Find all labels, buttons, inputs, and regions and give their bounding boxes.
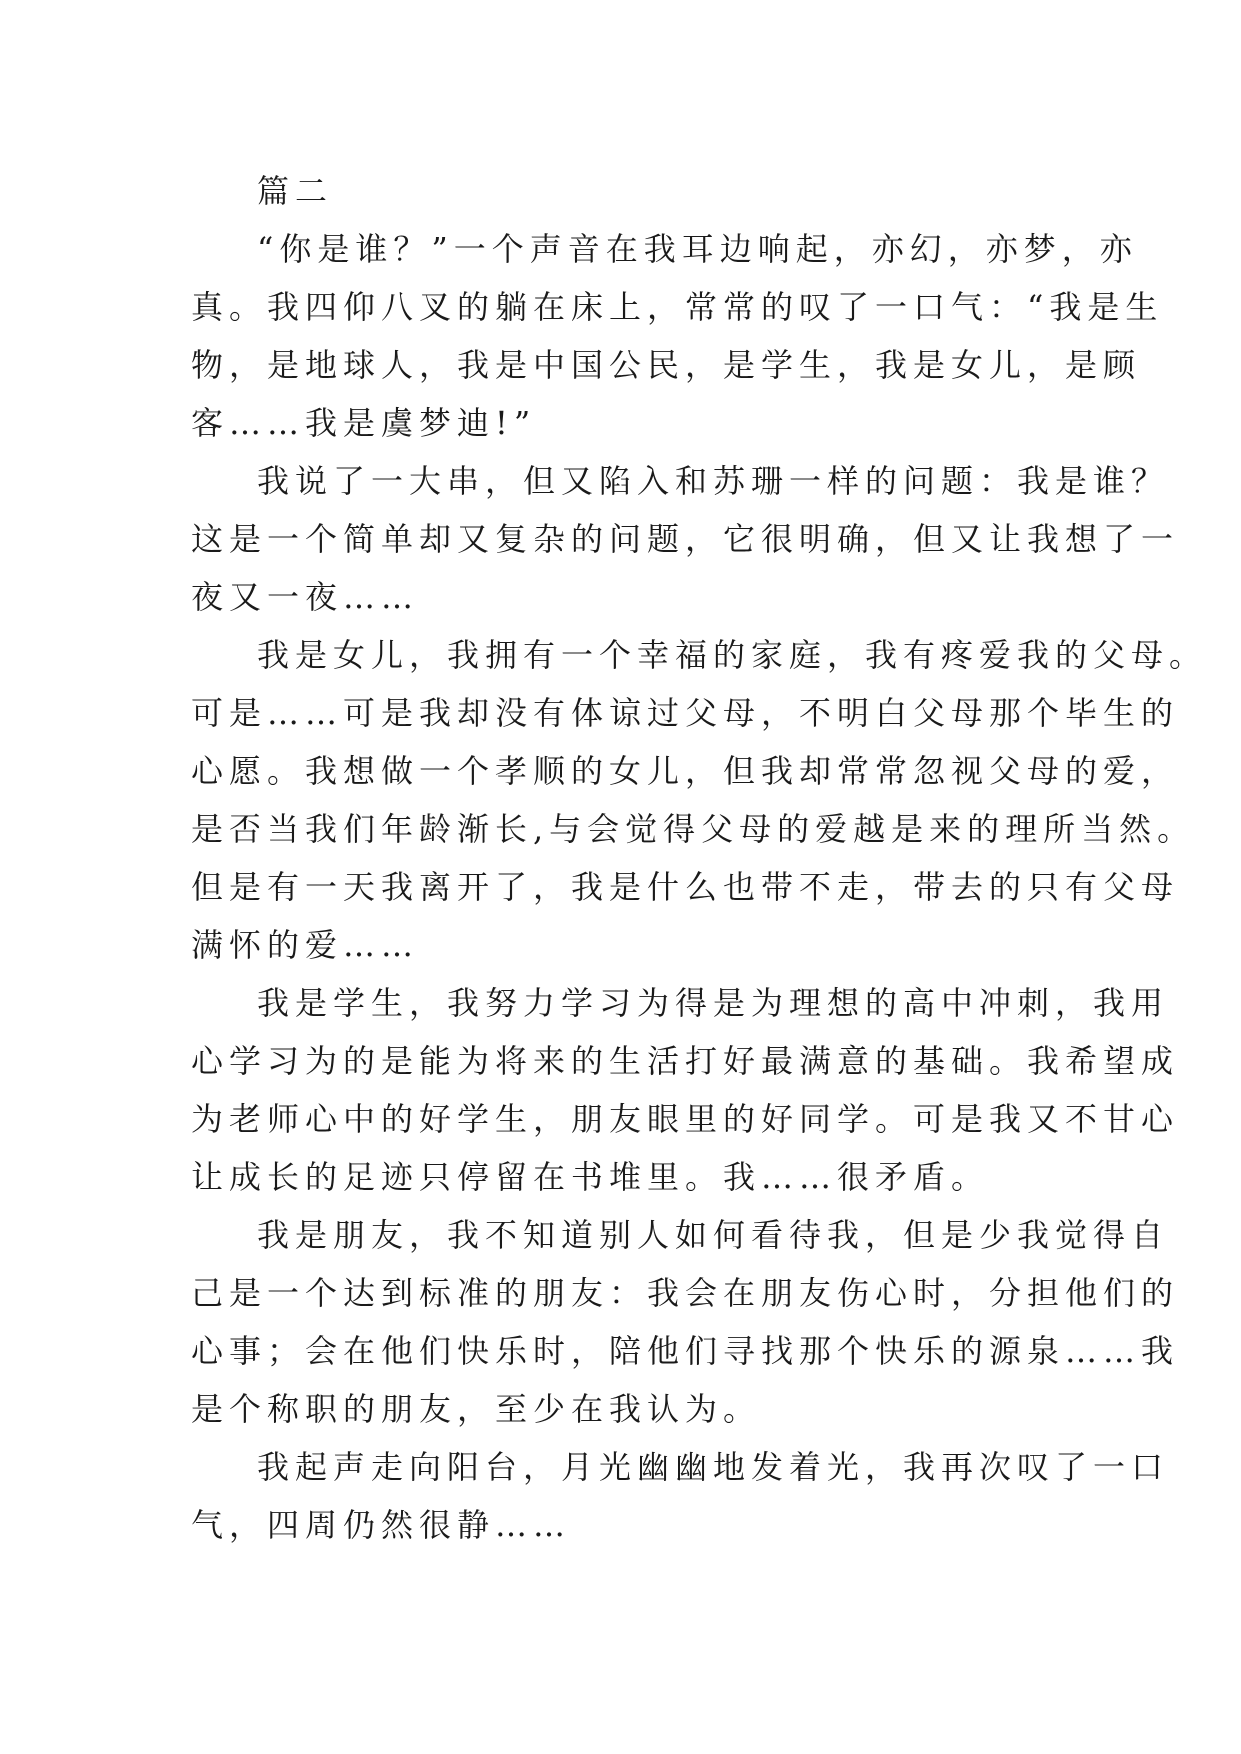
paragraph-line: 心学习为的是能为将来的生活打好最满意的基础。我希望成 [191, 1042, 1180, 1080]
paragraph-line: 我是朋友，我不知道别人如何看待我，但是少我觉得自 [257, 1216, 1170, 1254]
paragraph-line: 是否当我们年龄渐长,与会觉得父母的爱越是来的理所当然。 [191, 810, 1196, 848]
paragraph-line: “你是谁？”一个声音在我耳边响起，亦幻，亦梦，亦 [257, 230, 1138, 268]
paragraph-line: 物，是地球人，我是中国公民，是学生，我是女儿，是顾 [191, 346, 1142, 384]
paragraph-line: 气，四周仍然很静…… [191, 1506, 572, 1544]
paragraph-line: 心愿。我想做一个孝顺的女儿，但我却常常忽视父母的爱， [191, 752, 1180, 790]
paragraph-line: 真。我四仰八叉的躺在床上，常常的叹了一口气：“我是生 [191, 288, 1164, 326]
paragraph-line: 己是一个达到标准的朋友：我会在朋友伤心时，分担他们的 [191, 1274, 1180, 1312]
paragraph-line: 为老师心中的好学生，朋友眼里的好同学。可是我又不甘心 [191, 1100, 1180, 1138]
paragraph-line: 我起声走向阳台，月光幽幽地发着光，我再次叹了一口 [257, 1448, 1170, 1486]
section-heading: 篇二 [257, 172, 334, 210]
paragraph-line: 可是……可是我却没有体谅过父母，不明白父母那个毕生的 [191, 694, 1180, 732]
paragraph-line: 我说了一大串，但又陷入和苏珊一样的问题：我是谁？ [257, 462, 1170, 500]
paragraph-line: 是个称职的朋友，至少在我认为。 [191, 1390, 762, 1428]
paragraph-line: 满怀的爱…… [191, 926, 420, 964]
paragraph-line: 心事；会在他们快乐时，陪他们寻找那个快乐的源泉……我 [191, 1332, 1180, 1370]
paragraph-line: 夜又一夜…… [191, 578, 420, 616]
paragraph-line: 但是有一天我离开了，我是什么也带不走，带去的只有父母 [191, 868, 1180, 906]
paragraph-line: 客……我是虞梦迪!” [191, 404, 537, 442]
paragraph-line: 我是学生，我努力学习为得是为理想的高中冲刺，我用 [257, 984, 1170, 1022]
paragraph-line: 让成长的足迹只停留在书堆里。我……很矛盾。 [191, 1158, 990, 1196]
paragraph-line: 我是女儿，我拥有一个幸福的家庭，我有疼爱我的父母。 [257, 636, 1208, 674]
document-body [191, 162, 1208, 1554]
paragraph-line: 这是一个简单却又复杂的问题，它很明确，但又让我想了一 [191, 520, 1180, 558]
